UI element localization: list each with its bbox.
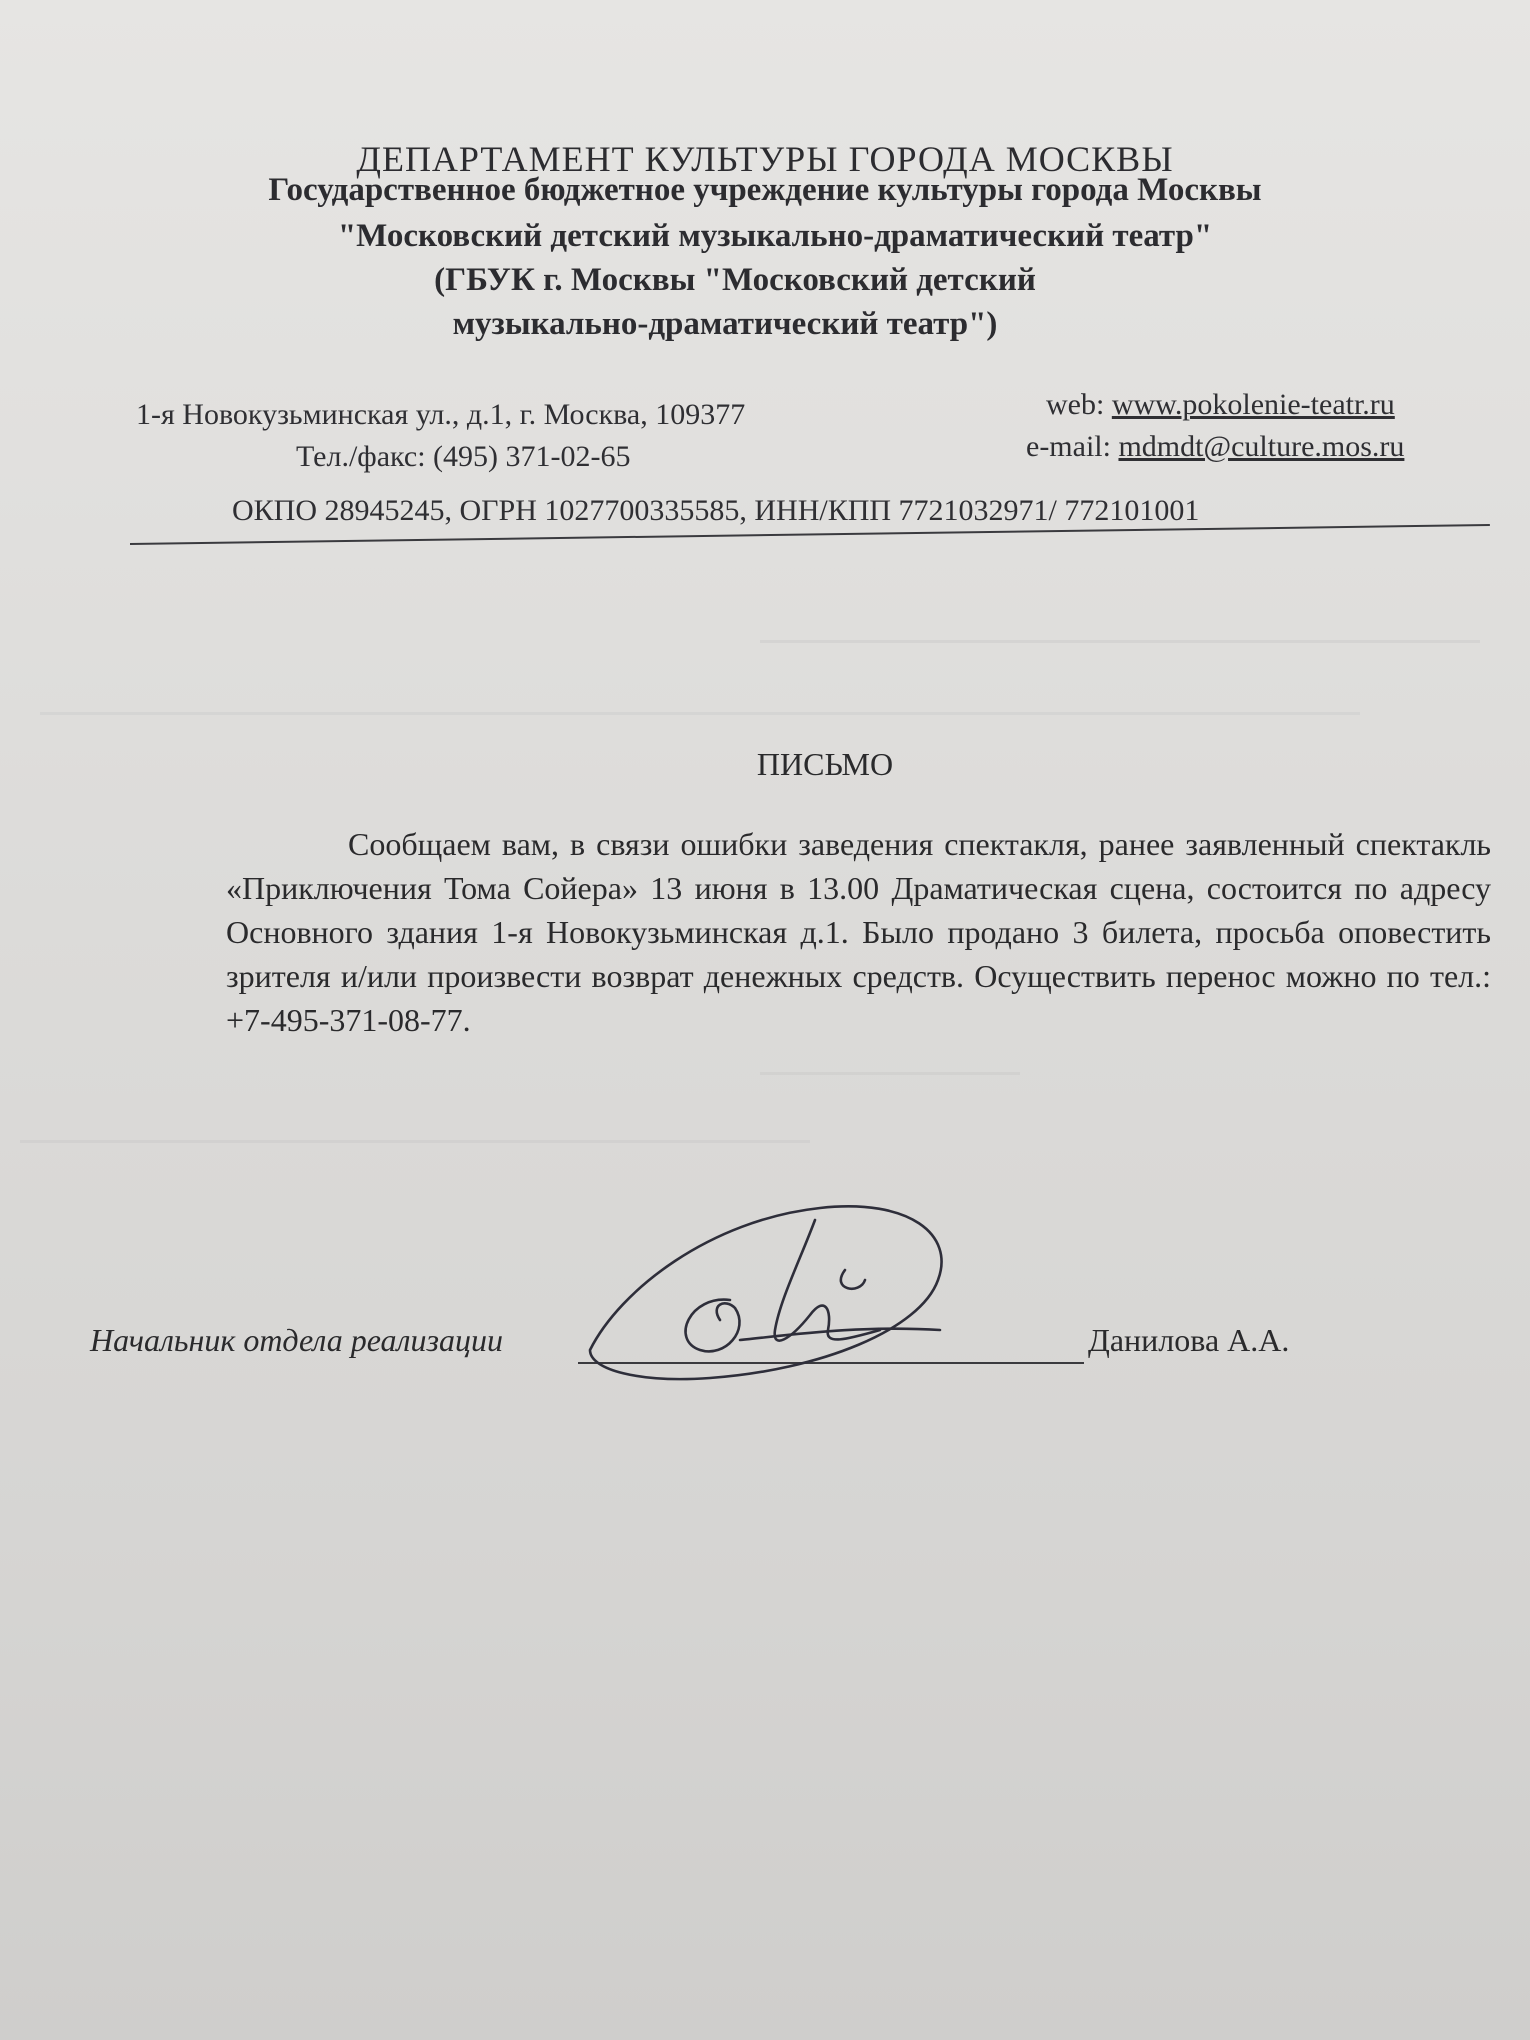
email-label: e-mail: [1026, 430, 1119, 463]
bleed-through [20, 1140, 810, 1143]
email-row [1026, 430, 1404, 464]
organization-name-line: Государственное бюджетное учреждение культуры города Москвы [268, 172, 1262, 208]
organization-short-name-line: музыкально-драматический театр") [452, 306, 998, 342]
email-link[interactable]: mdmdt@culture.mos.ru [1118, 430, 1405, 463]
bleed-through [40, 712, 1360, 715]
address: 1-я Новокузьминская ул., д.1, г. Москва, 109377 [136, 398, 746, 431]
web-row [1046, 388, 1395, 422]
web-link[interactable]: www.pokolenie-teatr.ru [1111, 388, 1395, 421]
department-heading: ДЕПАРТАМЕНТ КУЛЬТУРЫ ГОРОДА МОСКВЫ [356, 139, 1174, 179]
bleed-through [760, 640, 1480, 643]
organization-short-name-line: (ГБУК г. Москвы "Московский детский [434, 262, 1036, 298]
phone: Тел./факс: (495) 371-02-65 [296, 440, 631, 473]
letter-body: Сообщаем вам, в связи ошибки заведения спектакля, ранее заявленный спектакль «Приключения Тома Сойера» 13 июня в 13.00 Драматическая сцена, состоится по адресу Основного здания 1-я Новокузьминская д.1. Было продано 3 билета, просьба оповестить зрителя и/или произвести возврат денежных средств. Осуществить перенос можно по тел.: +7-495-371-08-77. [226, 826, 1491, 1038]
handwritten-signature [560, 1180, 1000, 1400]
web-label: web: [1046, 388, 1112, 421]
letter-title: ПИСЬМО [756, 746, 894, 782]
registry-codes: ОКПО 28945245, ОГРН 1027700335585, ИНН/КПП 7721032971/ 772101001 [232, 494, 1200, 527]
signer-name: Данилова А.А. [1088, 1322, 1290, 1358]
bleed-through [760, 1072, 1020, 1075]
organization-name-line: "Московский детский музыкально-драматический театр" [337, 218, 1213, 254]
signer-position: Начальник отдела реализации [90, 1322, 503, 1358]
